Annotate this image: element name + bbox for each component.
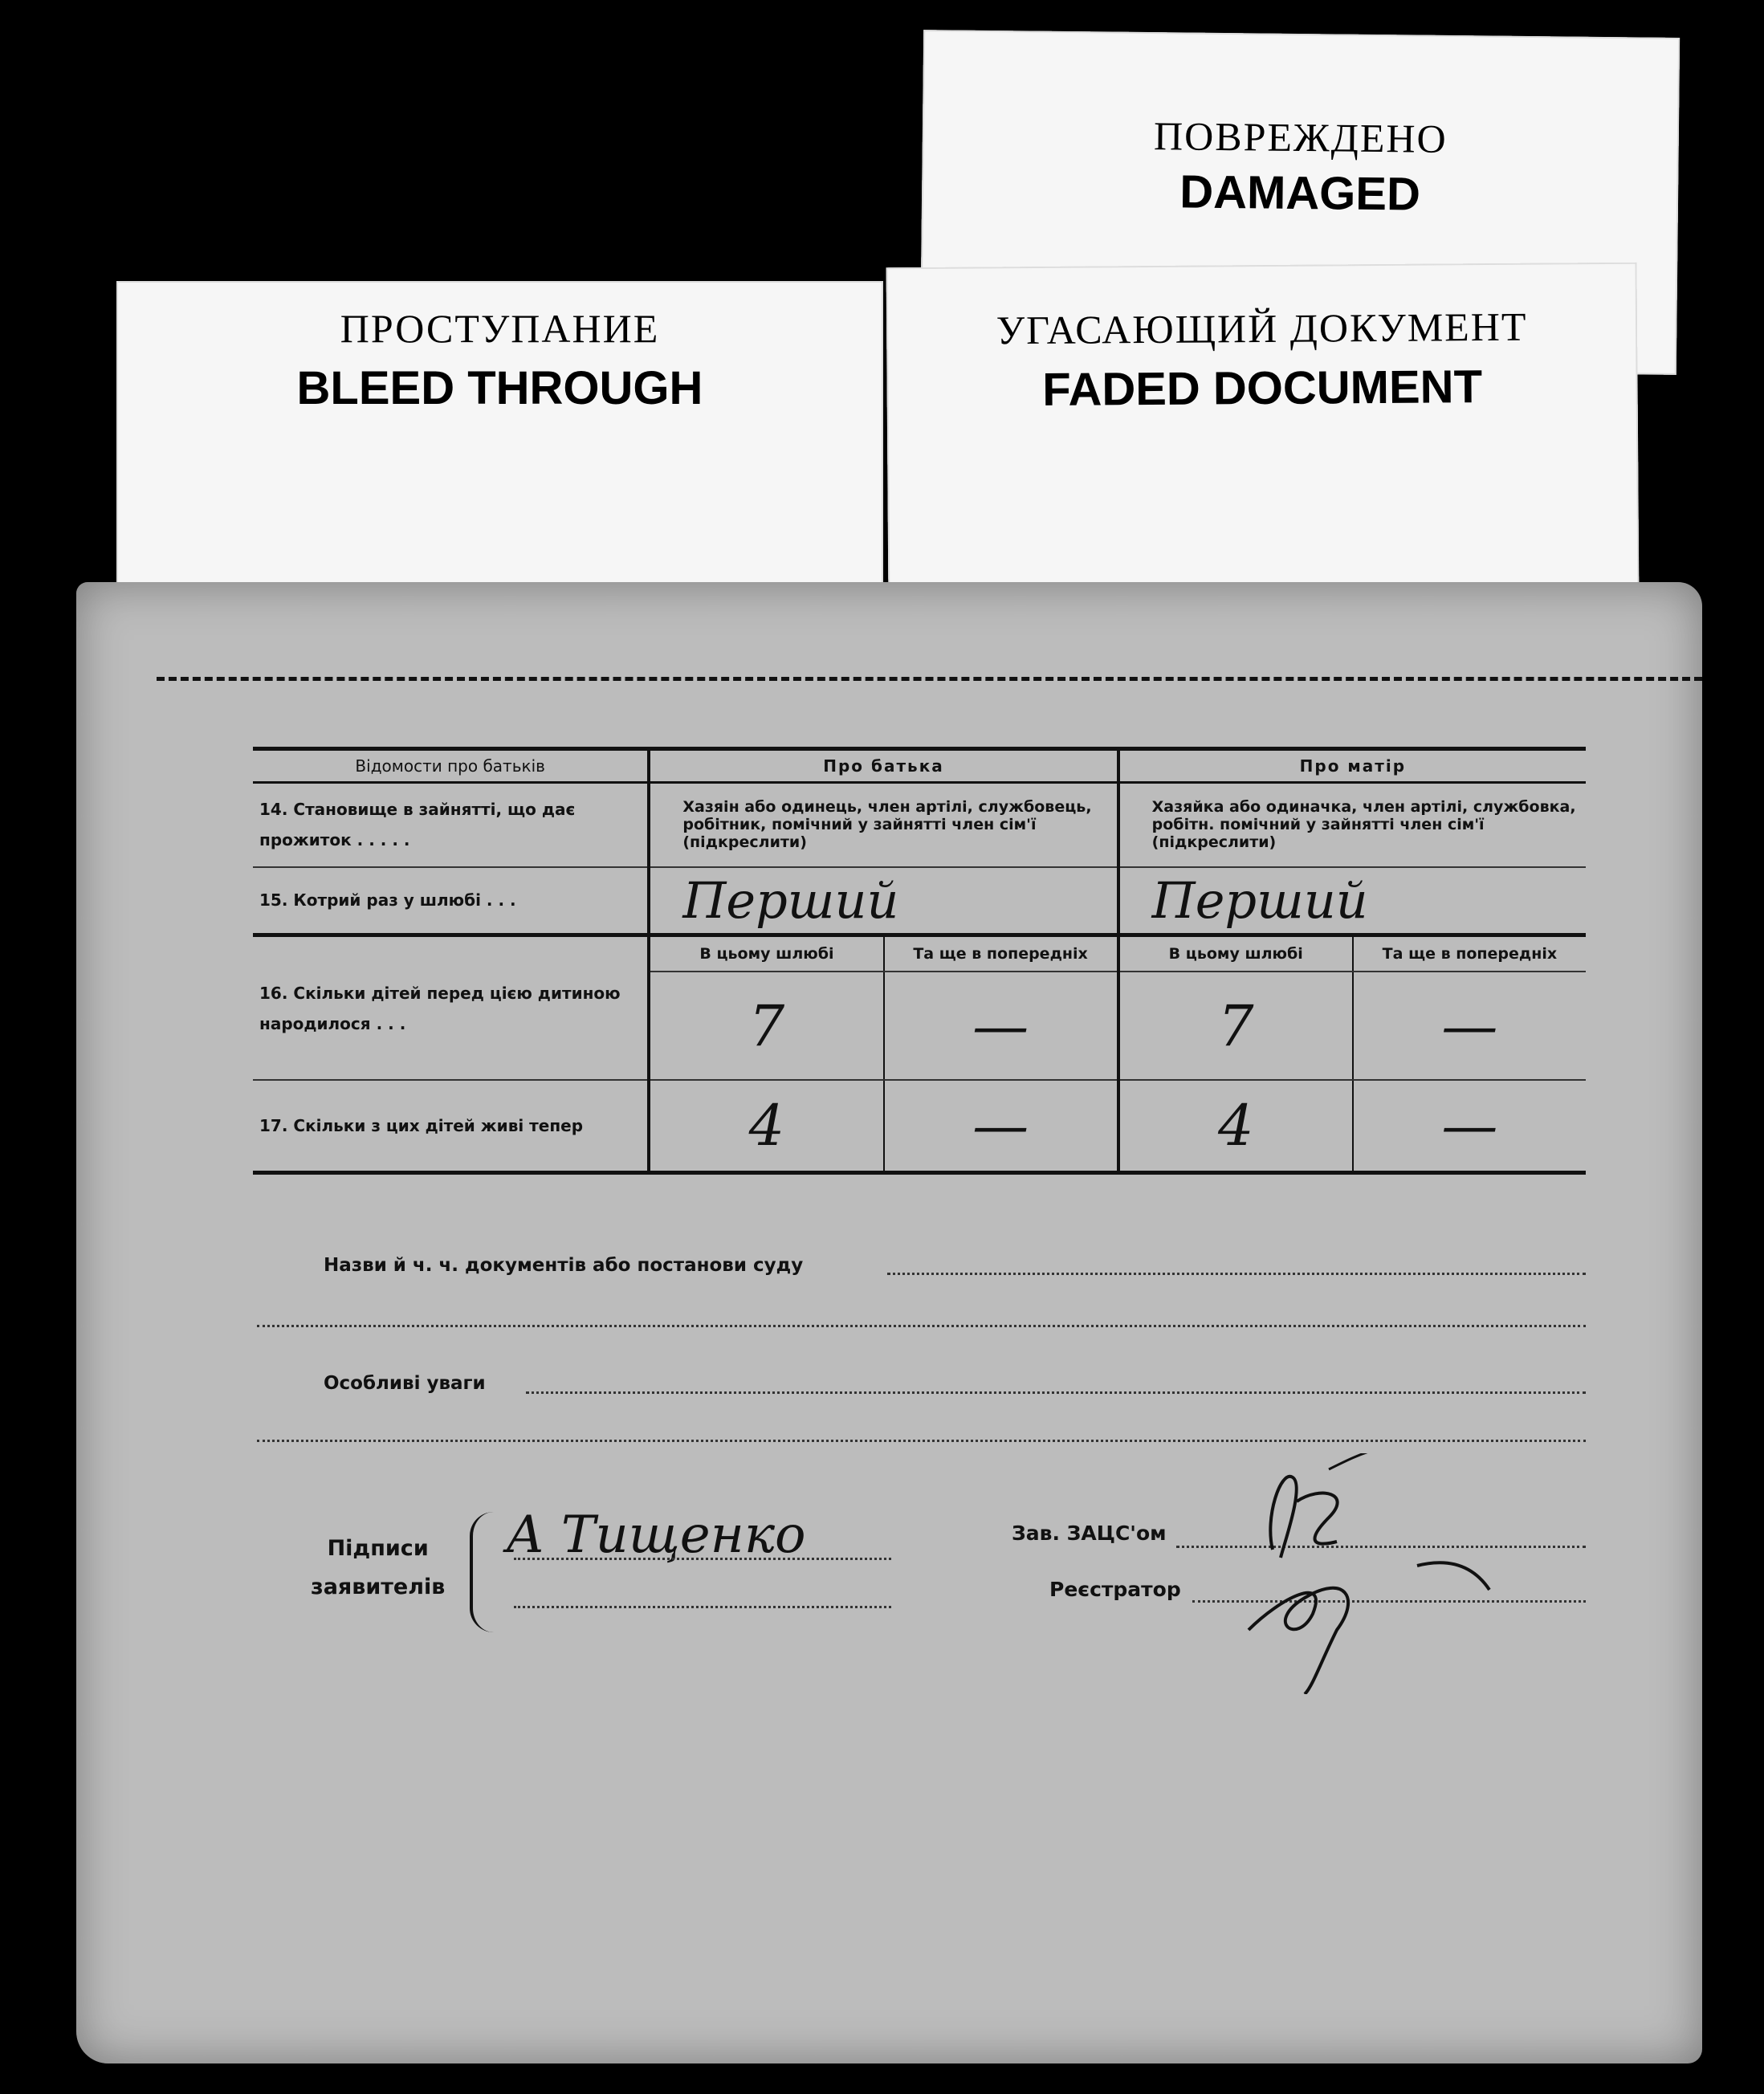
signatures-label-line-1: Підписи	[327, 1536, 429, 1561]
subhead-father-prev: Та ще в попередніх	[884, 935, 1118, 972]
row-16-father-prev: —	[884, 972, 1118, 1080]
table-header-row	[253, 749, 1586, 783]
subhead-mother-prev: Та ще в попередніх	[1353, 935, 1586, 972]
row-15-father-value: Перший	[649, 867, 1118, 935]
faded-document-label-ru: УГАСАЮЩИЙ ДОКУМЕНТ	[996, 304, 1528, 353]
faded-document-label-card	[886, 263, 1640, 605]
row-16-mother-prev: —	[1353, 972, 1586, 1080]
header-mother: Про матір	[1118, 749, 1586, 783]
bleed-through-label-en: BLEED THROUGH	[296, 362, 703, 414]
signatures-label-line-2: заявителів	[311, 1575, 446, 1599]
damaged-label-en: DAMAGED	[1179, 165, 1421, 221]
applicant-signature-line-2	[514, 1606, 891, 1608]
applicant-signature-line-1	[514, 1558, 891, 1560]
parents-info-table	[253, 747, 1586, 1175]
row-17	[253, 1080, 1586, 1172]
damaged-label-ru: ПОВРЕЖДЕНО	[1153, 113, 1448, 161]
row-16-label: 16. Скільки дітей перед цією дитиною народилося . . .	[253, 935, 649, 1081]
row-16-mother-this: 7	[1118, 972, 1353, 1080]
row-14-mother-note: Хазяйка або одиначка, член артілі, службовка, робітн. помічний у зайнятті член сім'ї (підкреслити)	[1118, 783, 1586, 867]
row-17-mother-this: 4	[1118, 1080, 1353, 1172]
row-17-mother-prev: —	[1353, 1080, 1586, 1172]
row-14-father-note: Хазяін або одинець, член артілі, службовець, робітник, помічний у зайнятті член сім'ї (підкреслити)	[649, 783, 1118, 867]
row-14	[253, 783, 1586, 867]
row-15	[253, 867, 1586, 935]
documents-label: Назви й ч. ч. документів або постанови суду	[324, 1255, 804, 1276]
row-15-mother-value: Перший	[1118, 867, 1586, 935]
row-17-father-prev: —	[884, 1080, 1118, 1172]
remarks-dotted-line-2	[257, 1440, 1586, 1442]
remarks-dotted-line	[526, 1391, 1586, 1394]
registration-form-sheet	[76, 582, 1702, 2063]
registrar-label: Реєстратор	[1049, 1578, 1181, 1601]
bleed-through-label-ru: ПРОСТУПАНИЕ	[340, 306, 660, 351]
subhead-mother-this: В цьому шлюбі	[1118, 935, 1353, 972]
row-17-label: 17. Скільки з цих дітей живі тепер	[253, 1080, 649, 1172]
row-17-father-this: 4	[649, 1080, 883, 1172]
perforation-line	[157, 677, 1702, 681]
header-father: Про батька	[649, 749, 1118, 783]
row-16-father-this: 7	[649, 972, 883, 1080]
row-15-label: 15. Котрий раз у шлюбі . . .	[253, 867, 649, 935]
head-of-registry-label: Зав. ЗАЦС'ом	[1012, 1522, 1167, 1545]
applicants-signatures-label	[311, 1530, 445, 1607]
row-14-label: 14. Становище в зайнятті, що дає прожиток . . . . .	[253, 783, 649, 867]
official-signature-scribble	[1216, 1453, 1538, 1694]
header-info: Відомости про батьків	[253, 749, 649, 783]
documents-dotted-line-2	[257, 1325, 1586, 1327]
signature-brace	[470, 1512, 495, 1632]
documents-dotted-line	[887, 1273, 1586, 1275]
faded-document-label-en: FADED DOCUMENT	[1041, 361, 1483, 416]
subhead-father-this: В цьому шлюбі	[649, 935, 883, 972]
subheader-row	[253, 935, 1586, 972]
remarks-label: Особливі уваги	[324, 1373, 486, 1394]
applicant-signature: А Тищенко	[506, 1505, 806, 1565]
